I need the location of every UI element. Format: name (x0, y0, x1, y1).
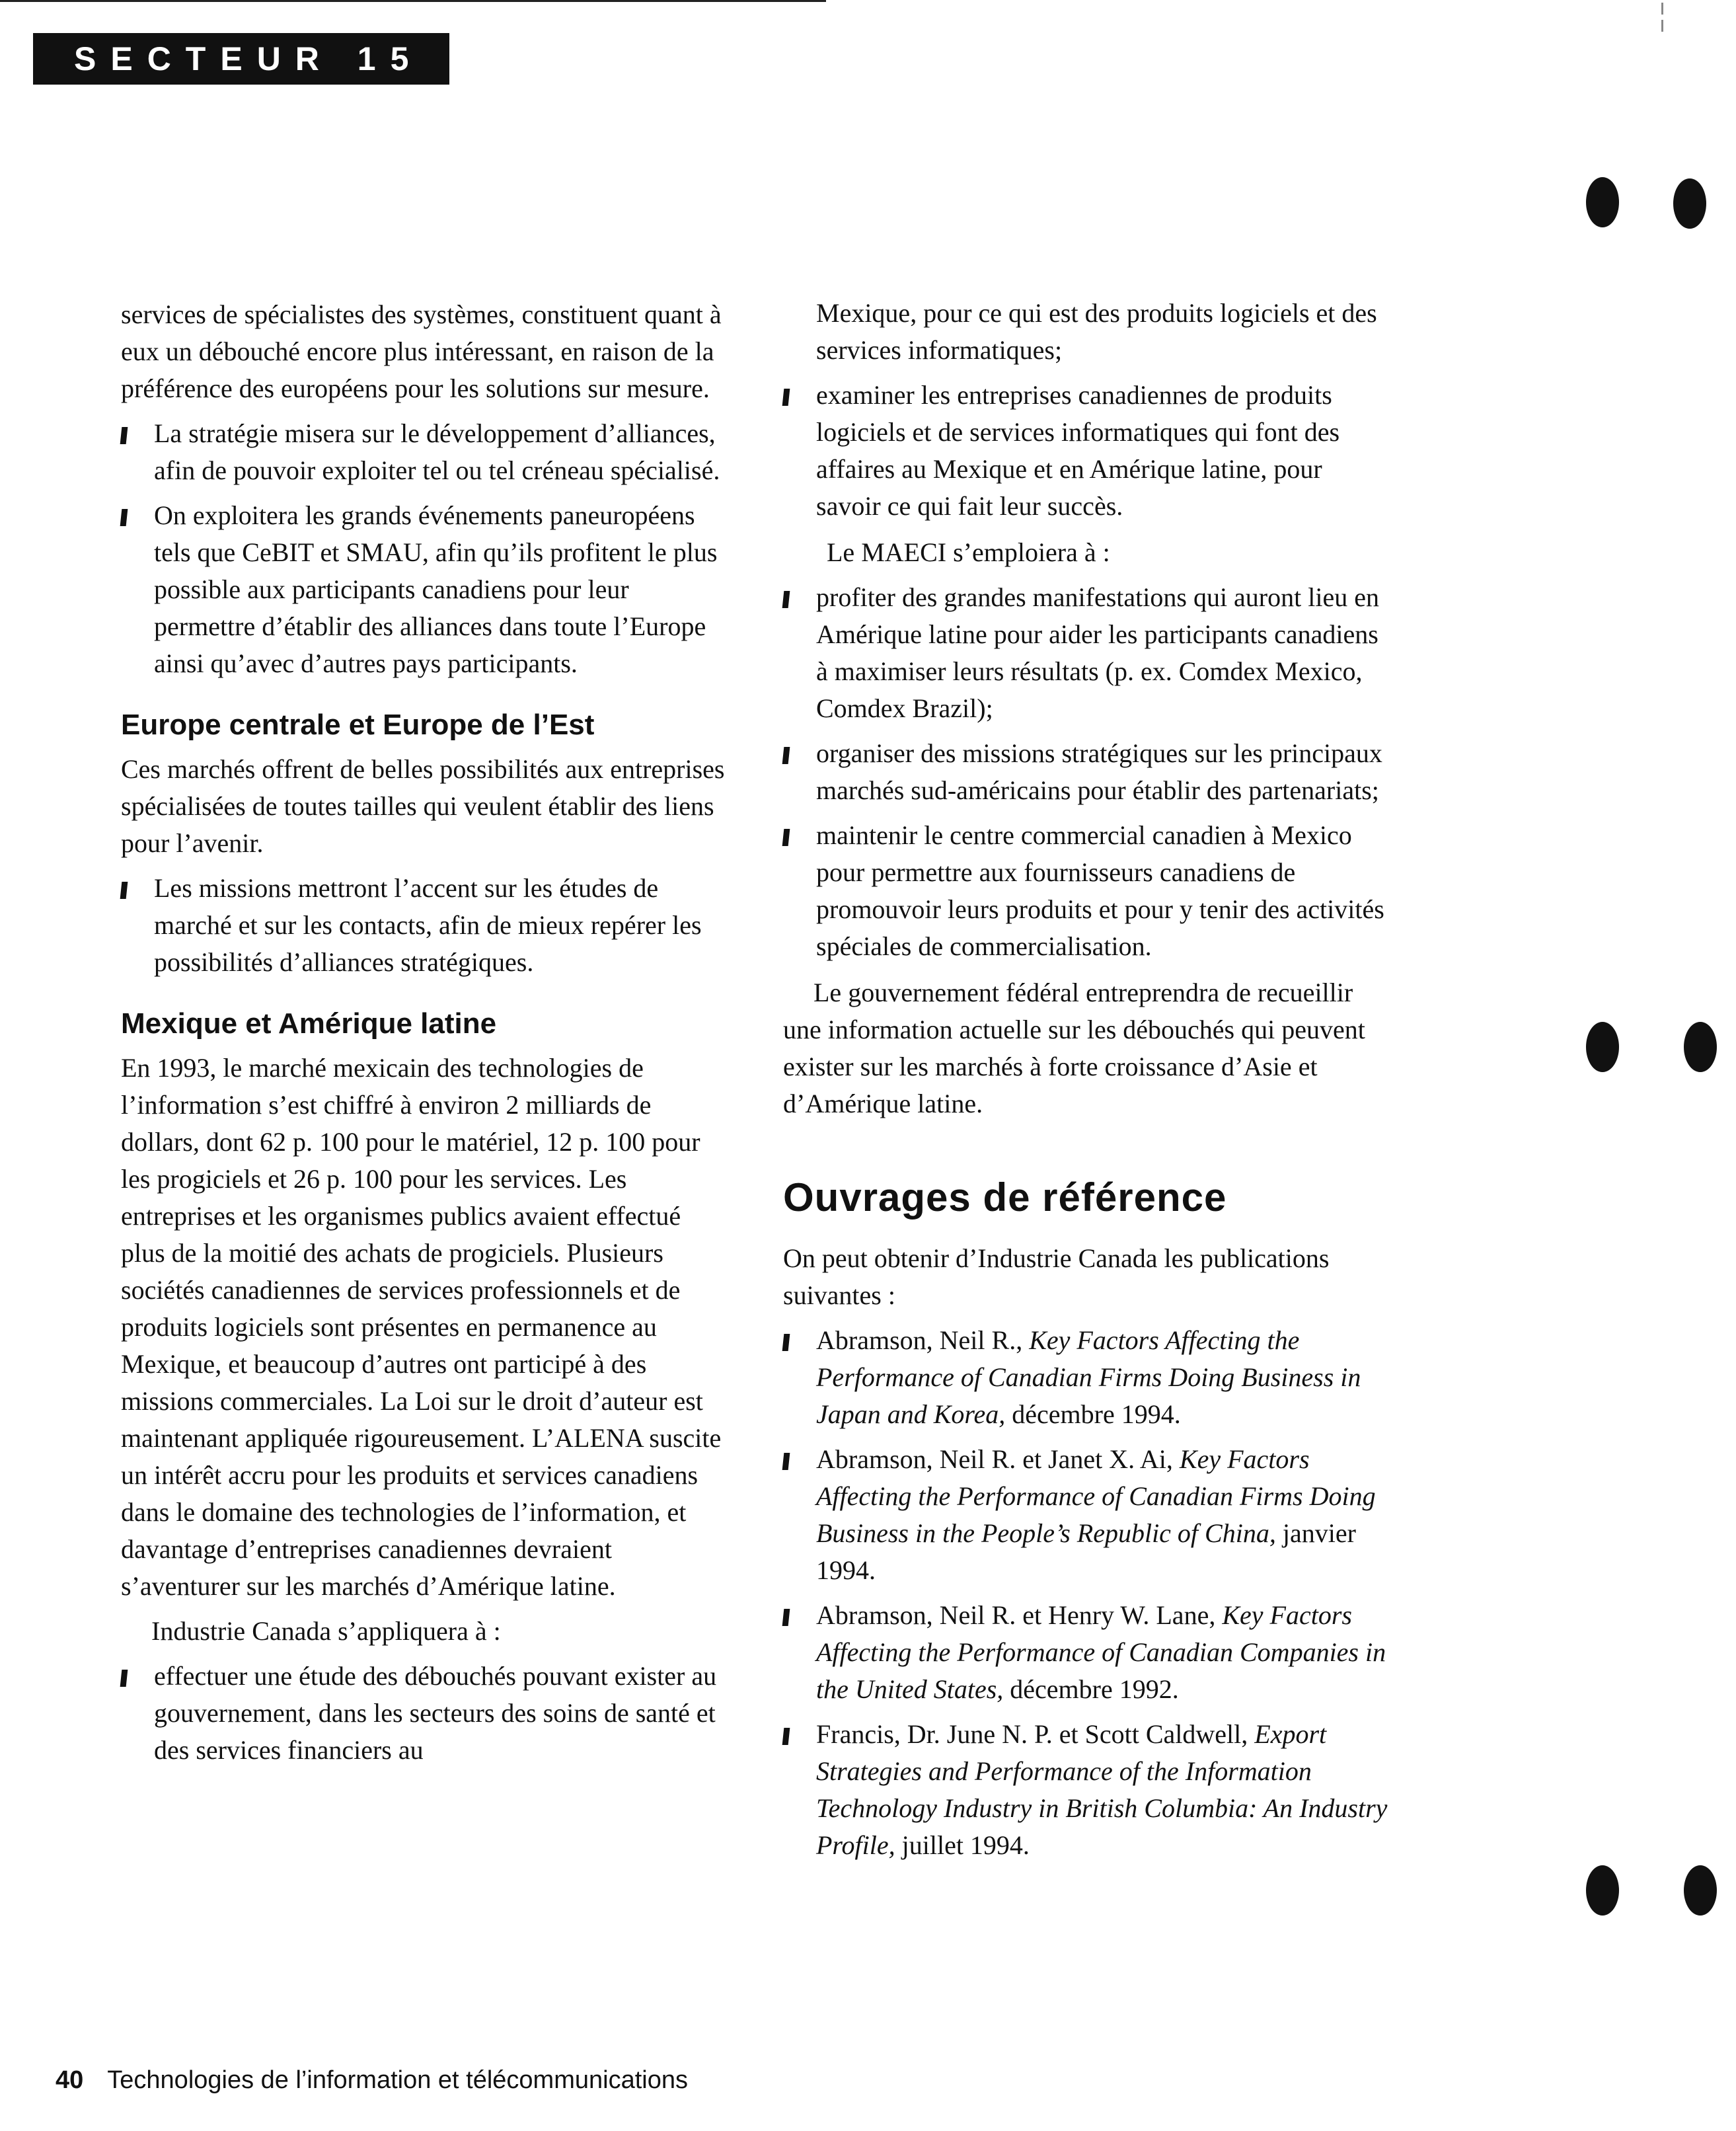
bullet-icon (120, 427, 128, 444)
bullet-icon (120, 1670, 128, 1687)
list-item: On exploitera les grands événements paneuropéens tels que CeBIT et SMAU, afin qu’ils profitent le plus possible aux participants canadiens pour leur permettre d’établir des alliances dans toute l’Europe ainsi qu’avec d’autres pays participants. (121, 497, 729, 682)
list-item: effectuer une étude des débouchés pouvant exister au gouvernement, dans les secteurs des soins de santé et des services financiers au (121, 1658, 729, 1769)
maeci-bullet-list (783, 579, 1391, 965)
bullet-icon (120, 509, 128, 526)
bullet-icon (782, 1609, 790, 1626)
reference-item: Abramson, Neil R. et Henry W. Lane, Key Factors Affecting the Performance of Canadian Companies in the United States, décembre 1992. (783, 1597, 1391, 1708)
left-column (121, 296, 729, 1778)
right-column (783, 295, 1391, 1873)
section-label: SECTEUR 15 (33, 33, 449, 85)
intro-bullet-list (121, 415, 729, 682)
page-number: 40 (56, 2066, 84, 2094)
punch-hole (1586, 1022, 1619, 1072)
punch-hole (1684, 1865, 1717, 1916)
ouvrages-intro: On peut obtenir d’Industrie Canada les publications suivantes : (783, 1243, 1330, 1310)
list-item: examiner les entreprises canadiennes de produits logiciels et de services informatiques qui font des affaires au Mexique et en Amérique latine, pour savoir ce qui fait leur succès. (783, 377, 1391, 525)
edge-mark (1661, 20, 1663, 32)
bullet-icon (782, 747, 790, 764)
reference-list (783, 1322, 1391, 1864)
top-rule (0, 0, 826, 2)
intro-paragraph: services de spécialistes des systèmes, constituent quant à eux un débouché encore plus intéressant, en raison de la préférence des européens pour les solutions sur mesure. (121, 299, 722, 403)
industrie-bullet-list-cont (783, 377, 1391, 525)
punch-hole (1586, 1865, 1619, 1916)
list-item: profiter des grandes manifestations qui auront lieu en Amérique latine pour aider les participants canadiens à maximiser leurs résultats (p. ex. Comdex Mexico, Comdex Brazil); (783, 579, 1391, 727)
list-item: maintenir le centre commercial canadien à Mexico pour permettre aux fournisseurs canadiens de promouvoir leurs produits et pour y tenir des activités spéciales de commercialisation. (783, 817, 1391, 965)
publication-title: Technologies de l’information et télécommunications (107, 2066, 688, 2094)
edge-mark (1661, 3, 1663, 15)
list-item: organiser des missions stratégiques sur les principaux marchés sud-américains pour établir des partenariats; (783, 735, 1391, 809)
bullet-icon (782, 1334, 790, 1351)
punch-hole (1684, 1022, 1717, 1072)
bullet-icon (782, 829, 790, 846)
europe-heading: Europe centrale et Europe de l’Est (121, 709, 595, 741)
continuation-text: Mexique, pour ce qui est des produits logiciels et des services informatiques; (816, 298, 1377, 365)
bullet-icon (782, 389, 790, 406)
bullet-icon (782, 591, 790, 608)
reference-item: Abramson, Neil R. et Janet X. Ai, Key Factors Affecting the Performance of Canadian Firms Doing Business in the People’s Republic of China, janvier 1994. (783, 1441, 1391, 1589)
mexique-paragraph: En 1993, le marché mexicain des technologies de l’information s’est chiffré à environ 2 milliards de dollars, dont 62 p. 100 pour le matériel, 12 p. 100 pour les progiciels et 26 p. 100 pour les services. Les entreprises et les organismes publics avaient effectué plus de la moitié des achats de progiciels. Plusieurs sociétés canadiennes de services professionnels et de produits logiciels sont présentes en permanence au Mexique, et beaucoup d’autres ont participé à des missions commerciales. La Loi sur le droit d’auteur est maintenant appliquée rigoureusement. L’ALENA suscite un intérêt accru pour les produits et services canadiens dans le domaine des technologies de l’information, et davantage d’entreprises canadiennes devraient s’aventurer sur les marchés d’Amérique latine. (121, 1053, 722, 1601)
bullet-icon (120, 882, 128, 899)
punch-hole (1586, 177, 1619, 227)
list-item: La stratégie misera sur le développement d’alliances, afin de pouvoir exploiter tel ou tel créneau spécialisé. (121, 415, 729, 489)
mexique-heading: Mexique et Amérique latine (121, 1007, 497, 1040)
reference-item: Abramson, Neil R., Key Factors Affecting the Performance of Canadian Firms Doing Business in Japan and Korea, décembre 1994. (783, 1322, 1391, 1433)
gouvernement-paragraph: Le gouvernement fédéral entreprendra de recueillir une information actuelle sur les débouchés qui peuvent exister sur les marchés à forte croissance d’Asie et d’Amérique latine. (783, 978, 1365, 1118)
reference-item: Francis, Dr. June N. P. et Scott Caldwell, Export Strategies and Performance of the Information Technology Industry in British Columbia: An Industry Profile, juillet 1994. (783, 1716, 1391, 1864)
europe-bullet-list (121, 870, 729, 981)
bullet-icon (782, 1453, 790, 1470)
punch-hole (1673, 178, 1706, 229)
maeci-intro: Le MAECI s’emploiera à : (827, 537, 1110, 567)
page-footer (56, 2066, 688, 2095)
europe-paragraph: Ces marchés offrent de belles possibilités aux entreprises spécialisées de toutes tailles qui veulent établir des liens pour l’avenir. (121, 754, 725, 858)
industrie-intro: Industrie Canada s’appliquera à : (151, 1616, 501, 1646)
list-item: Les missions mettront l’accent sur les études de marché et sur les contacts, afin de mieux repérer les possibilités d’alliances stratégiques. (121, 870, 729, 981)
ouvrages-heading: Ouvrages de référence (783, 1175, 1227, 1220)
bullet-icon (782, 1728, 790, 1745)
industrie-bullet-list (121, 1658, 729, 1769)
